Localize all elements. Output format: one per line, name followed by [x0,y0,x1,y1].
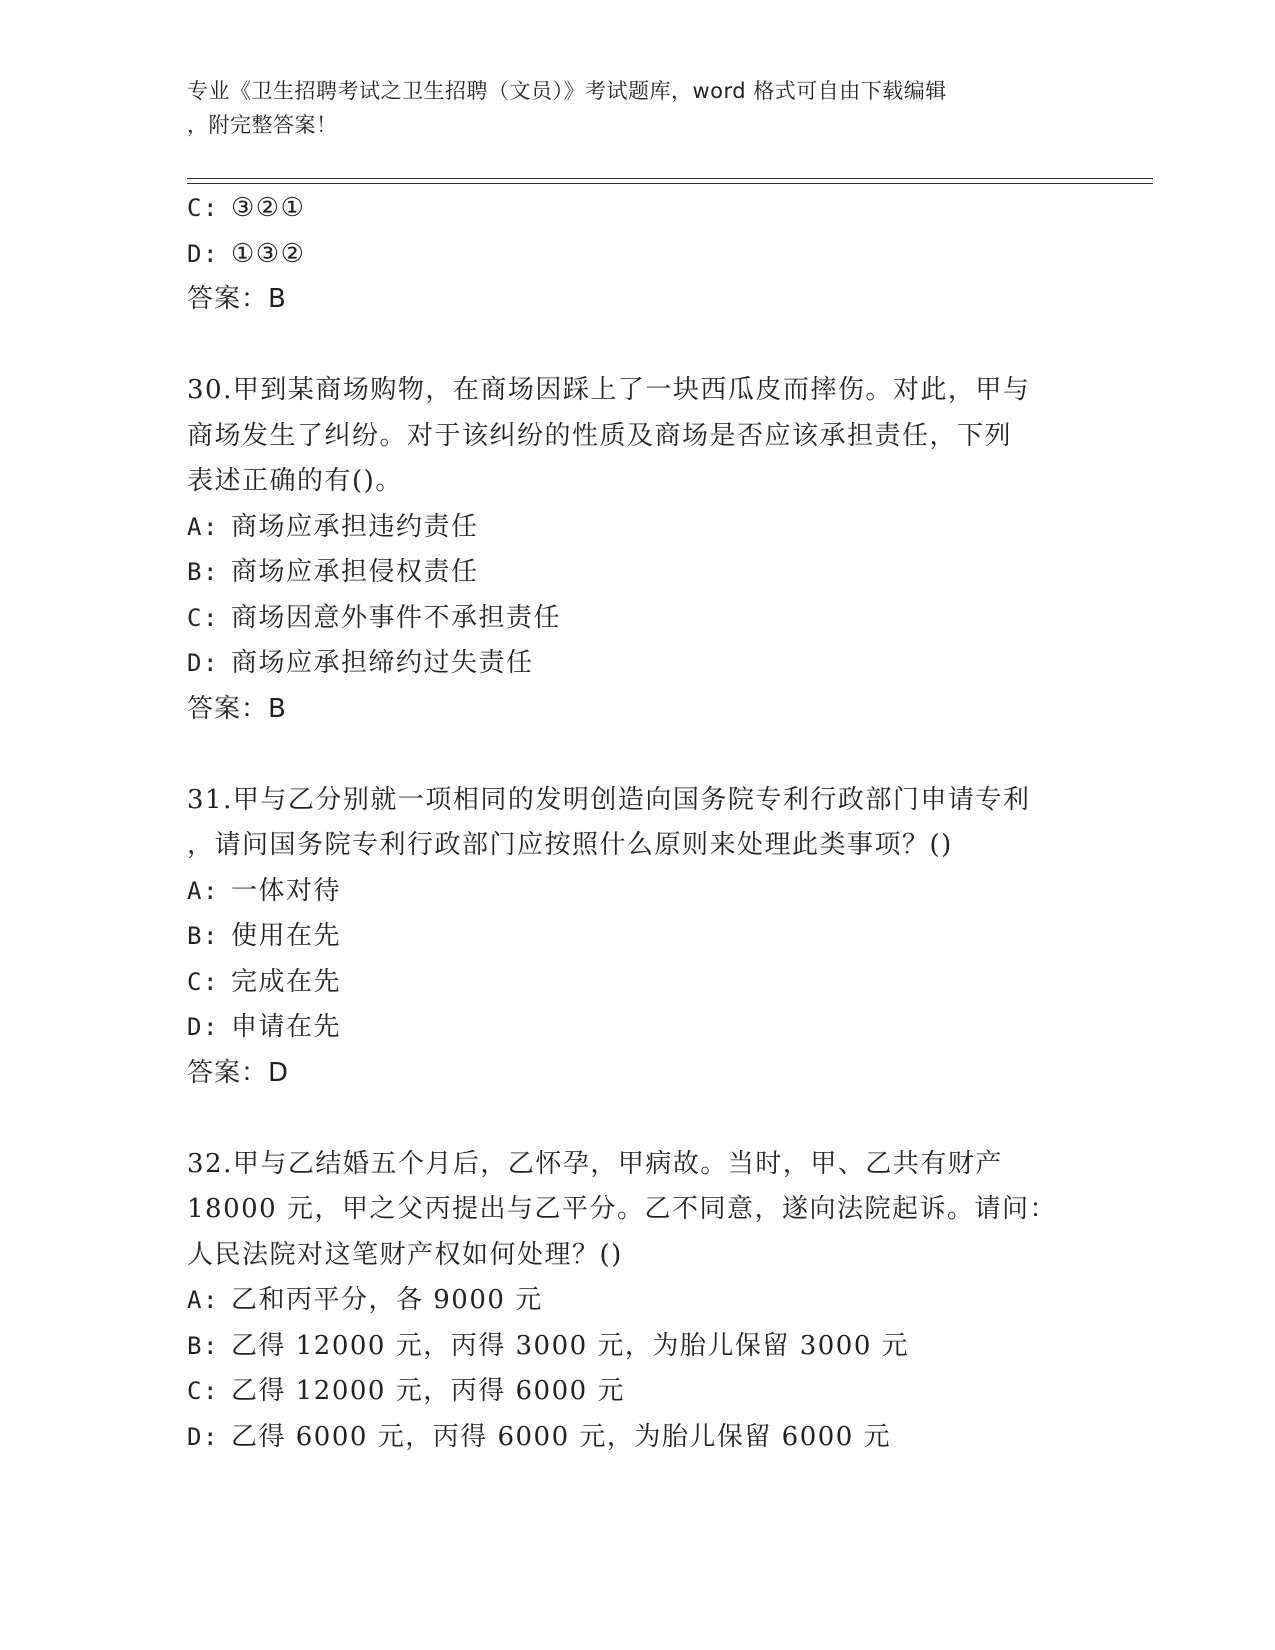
header-divider-bottom [187,183,1153,184]
stem-line: 32.甲与乙结婚五个月后，乙怀孕，甲病故。当时，甲、乙共有财产 [187,1148,1003,1179]
option-b [187,550,1087,596]
stem-line: 18000 元，甲之父丙提出与乙平分。乙不同意，遂向法院起诉。请问： [187,1194,1057,1224]
stem-line: 商场发生了纠纷。对于该纠纷的性质及商场是否应该承担责任，下列 [187,420,1013,451]
document-body [187,186,1087,1460]
option-d [187,1005,1087,1051]
question-stem [187,778,1087,869]
option-b [187,914,1087,960]
option-c [187,186,1087,232]
option-key: C: [187,967,219,996]
option-text: 商场应承担缔约过失责任 [231,648,534,678]
answer-line: 答案：D [187,1057,290,1088]
option-a [187,869,1087,915]
option-text: 乙得 6000 元，丙得 6000 元，为胎儿保留 6000 元 [231,1421,892,1452]
option-text: 乙得 12000 元，丙得 3000 元，为胎儿保留 3000 元 [231,1330,910,1361]
option-text: ③②① [231,193,306,223]
option-text: 申请在先 [231,1012,342,1042]
spacer [187,732,1087,778]
stem-line: 表述正确的有()。 [187,466,403,496]
option-text: 使用在先 [231,921,342,951]
option-text: ①③② [231,238,306,269]
answer-line: 答案：B [187,284,287,314]
option-a [187,1278,1087,1324]
option-key: D: [187,239,219,268]
stem-line: 人民法院对这笔财产权如何处理？() [187,1239,623,1270]
option-c [187,960,1087,1006]
option-key: A: [187,512,219,541]
option-text: 商场因意外事件不承担责任 [231,602,562,633]
spacer [187,323,1087,369]
option-key: B: [187,1331,219,1360]
option-text: 商场应承担违约责任 [231,511,479,542]
header-divider-top [187,178,1153,179]
header-line-1: 专业《卫生招聘考试之卫生招聘（文员）》考试题库，word 格式可自由下载编辑 [187,79,947,103]
spacer [187,1096,1087,1142]
option-text: 乙和丙平分，各 9000 元 [231,1285,543,1315]
option-d [187,232,1087,278]
option-text: 商场应承担侵权责任 [231,557,479,587]
option-key: D: [187,1013,219,1041]
header-line-2: ，附完整答案！ [187,113,338,137]
option-d [187,641,1087,687]
option-d [187,1415,1087,1461]
question-31 [187,778,1087,1097]
question-32 [187,1142,1087,1461]
option-c [187,596,1087,642]
option-key: C: [187,194,219,222]
option-key: A: [187,876,219,905]
stem-line: 31.甲与乙分别就一项相同的发明创造向国务院专利行政部门申请专利 [187,784,1031,815]
page-header [187,74,1067,142]
question-stem [187,1142,1087,1279]
stem-line: 30.甲到某商场购物，在商场因踩上了一块西瓜皮而摔伤。对此，甲与 [187,375,1031,405]
question-30 [187,368,1087,732]
option-key: B: [187,558,219,586]
answer-line: 答案：B [187,693,287,724]
question-stem [187,368,1087,505]
option-c [187,1369,1087,1415]
stem-line: ，请问国务院专利行政部门应按照什么原则来处理此类事项？() [187,830,953,860]
option-key: D: [187,649,219,677]
prev-question-tail [187,186,1087,323]
option-a [187,505,1087,551]
option-text: 完成在先 [231,966,342,997]
option-key: D: [187,1422,219,1451]
option-text: 乙得 12000 元，丙得 6000 元 [231,1376,625,1406]
option-b [187,1324,1087,1370]
option-key: B: [187,922,219,950]
option-text: 一体对待 [231,875,342,906]
option-key: A: [187,1286,219,1314]
option-key: C: [187,1377,219,1405]
option-key: C: [187,603,219,632]
